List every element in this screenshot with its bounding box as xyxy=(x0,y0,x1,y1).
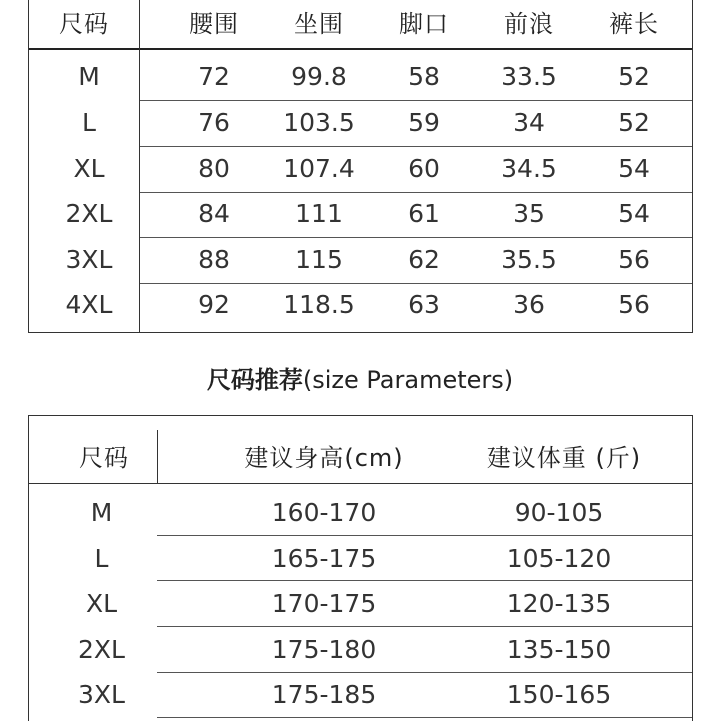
table-cell: 107.4 xyxy=(283,154,355,183)
table-cell: 84 xyxy=(198,199,230,228)
row-divider xyxy=(157,717,692,718)
table-cell: 61 xyxy=(408,199,440,228)
table-cell: 120-135 xyxy=(506,589,612,618)
table-cell: M xyxy=(78,62,100,91)
table-cell: 2XL xyxy=(78,635,125,664)
table-cell: 72 xyxy=(198,62,230,91)
section-title-zh: 尺码推荐 xyxy=(206,366,303,394)
section-title-en: (size Parameters) xyxy=(302,366,514,394)
table-cell: 59 xyxy=(408,108,440,137)
table-cell: XL xyxy=(73,154,105,183)
header-divider xyxy=(29,483,692,484)
table-cell: 34.5 xyxy=(501,154,557,183)
header-weight: 建议体重 (斤) xyxy=(486,444,642,472)
table-cell: 175-180 xyxy=(271,635,377,664)
row-divider xyxy=(139,100,692,101)
table-cell: 54 xyxy=(618,154,650,183)
table-cell: 2XL xyxy=(65,199,113,228)
table-cell: 35.5 xyxy=(501,245,557,274)
table-cell: 56 xyxy=(618,290,650,319)
header-waist: 腰围 xyxy=(189,10,239,38)
header-height: 建议身高(cm) xyxy=(244,444,404,472)
table-cell: 36 xyxy=(513,290,545,319)
table-cell: 76 xyxy=(198,108,230,137)
row-divider xyxy=(157,672,692,673)
table-cell: 118.5 xyxy=(283,290,355,319)
size-recommendation-table xyxy=(28,415,693,721)
table-cell: 150-165 xyxy=(506,680,612,709)
row-divider xyxy=(157,535,692,536)
table-cell: 165-175 xyxy=(271,544,377,573)
table-cell: 135-150 xyxy=(506,635,612,664)
table-cell: 80 xyxy=(198,154,230,183)
table-cell: 105-120 xyxy=(506,544,612,573)
table-cell: L xyxy=(94,544,109,573)
table-cell: 175-185 xyxy=(271,680,377,709)
table-cell: 160-170 xyxy=(271,498,377,527)
header-size: 尺码 xyxy=(79,444,129,472)
table-cell: 4XL xyxy=(65,290,113,319)
table-cell: 90-105 xyxy=(514,498,604,527)
table-cell: 52 xyxy=(618,62,650,91)
table-cell: 63 xyxy=(408,290,440,319)
table-cell: 3XL xyxy=(78,680,125,709)
table-cell: 54 xyxy=(618,199,650,228)
table-cell: 58 xyxy=(408,62,440,91)
table-cell: 3XL xyxy=(65,245,113,274)
table-cell: 60 xyxy=(408,154,440,183)
header-front-rise: 前浪 xyxy=(504,10,554,38)
table-cell: 62 xyxy=(408,245,440,274)
row-divider xyxy=(139,237,692,238)
table-cell: 103.5 xyxy=(283,108,355,137)
table-cell: 170-175 xyxy=(271,589,377,618)
table-cell: M xyxy=(90,498,113,527)
table-cell: 34 xyxy=(513,108,545,137)
table-cell: 115 xyxy=(295,245,343,274)
table-cell: XL xyxy=(85,589,118,618)
table-cell: 35 xyxy=(513,199,545,228)
table-cell: 111 xyxy=(295,199,343,228)
table-cell: 56 xyxy=(618,245,650,274)
row-divider xyxy=(139,192,692,193)
size-chart-table xyxy=(28,0,693,333)
table-cell: 92 xyxy=(198,290,230,319)
header-divider xyxy=(29,48,692,50)
row-divider xyxy=(139,283,692,284)
section-title xyxy=(0,360,720,395)
table-cell: 33.5 xyxy=(501,62,557,91)
row-divider xyxy=(139,146,692,147)
header-leg-opening: 脚口 xyxy=(399,10,449,38)
row-divider xyxy=(157,580,692,581)
table-cell: 99.8 xyxy=(291,62,347,91)
header-size: 尺码 xyxy=(59,10,109,38)
header-hip: 坐围 xyxy=(294,10,344,38)
table-cell: 88 xyxy=(198,245,230,274)
header-length: 裤长 xyxy=(609,10,659,38)
table-cell: L xyxy=(82,108,96,137)
table-cell: 52 xyxy=(618,108,650,137)
row-divider xyxy=(157,626,692,627)
